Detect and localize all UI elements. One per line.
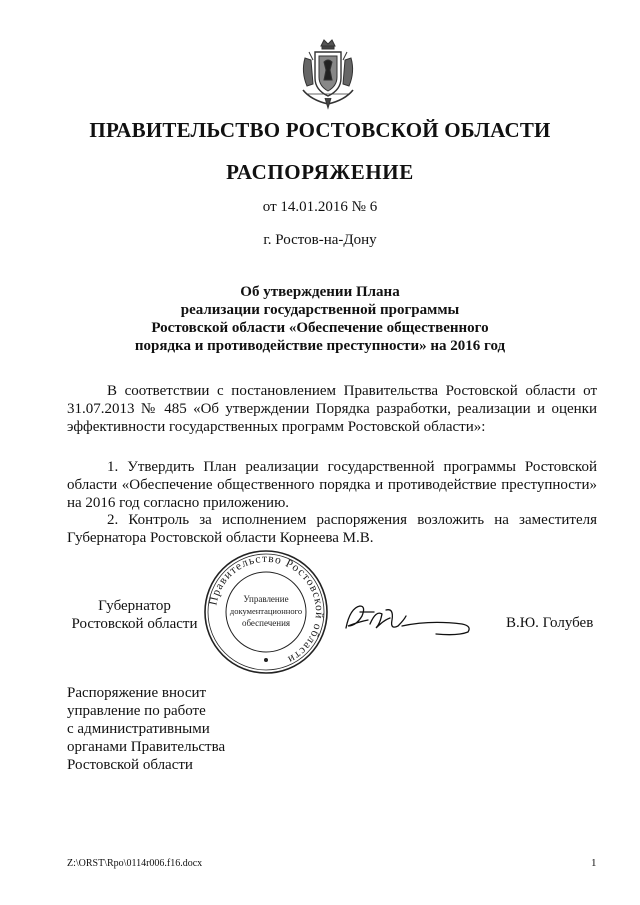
note-line: управление по работе — [67, 703, 206, 719]
subject-line: порядка и противодействие преступности» на 2016 год — [134, 338, 506, 354]
signatory-title-line: Ростовской области — [71, 616, 198, 632]
note-line: с административными — [67, 721, 210, 737]
stamp-inner-text: обеспечения — [241, 618, 291, 628]
item-2-paragraph: 2. Контроль за исполнением распоряжения возложить на заместителя Губернатора Ростовской области Корнеева М.В. — [67, 512, 597, 546]
item-1-paragraph: 1. Утвердить План реализации государственной программы Ростовской области «Обеспечение общественного порядка и противодействие преступности» на 2016 год согласно приложению. — [67, 459, 597, 511]
organization-title: ПРАВИТЕЛЬСТВО РОСТОВСКОЙ ОБЛАСТИ — [89, 118, 551, 142]
signatory-name: В.Ю. Голубев — [506, 615, 594, 631]
note-line: Ростовской области — [67, 757, 193, 773]
submitter-note — [67, 684, 267, 774]
preamble-paragraph: В соответствии с постановлением Правительства Ростовской области от 31.07.2013 № 485 «Об утверждении Порядка разработки, реализации и оценки эффективности государственных программ Ростовской области»: — [67, 383, 597, 435]
handwritten-signature — [340, 598, 480, 638]
note-line: органами Правительства — [67, 739, 226, 755]
document-city: г. Ростов-на-Дону — [263, 232, 377, 248]
stamp-outer-text: Правительство Ростовской области — [207, 552, 326, 666]
document-date-number: от 14.01.2016 № 6 — [262, 199, 378, 215]
coat-of-arms-icon — [297, 38, 359, 110]
subject-line: Об утверждении Плана — [240, 284, 400, 300]
signatory-title-line: Губернатор — [98, 598, 171, 614]
signatory-title — [67, 597, 202, 633]
document-subject — [60, 283, 580, 355]
footer-file-path: Z:\ORST\Rpo\0114r006.f16.docx — [67, 858, 203, 869]
stamp-inner-text: Управление — [243, 594, 289, 604]
subject-line: реализации государственной программы — [180, 302, 460, 318]
footer-page-number: 1 — [591, 857, 597, 869]
stamp-inner-text: документационного — [229, 606, 303, 616]
document-type-title: РАСПОРЯЖЕНИЕ — [226, 160, 414, 184]
official-stamp — [202, 548, 330, 676]
note-line: Распоряжение вносит — [67, 685, 207, 701]
subject-line: Ростовской области «Обеспечение общественного — [151, 320, 489, 336]
